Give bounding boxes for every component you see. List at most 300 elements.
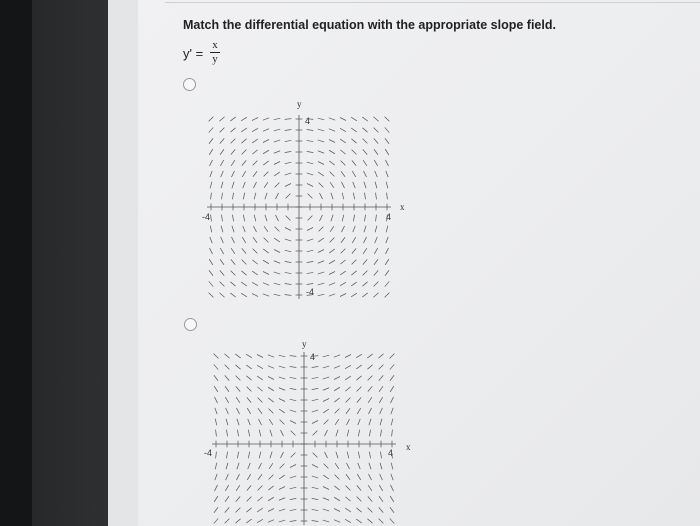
slope-segment	[242, 150, 247, 155]
slope-segment	[222, 193, 223, 200]
slope-segment	[307, 173, 313, 175]
fraction-denominator: y	[212, 53, 218, 65]
slope-segment	[334, 398, 339, 402]
slope-segment	[209, 293, 214, 298]
slope-segment	[252, 282, 258, 285]
slope-segment	[330, 172, 335, 177]
x-axis-label: x	[406, 442, 411, 452]
slope-segment	[346, 463, 349, 469]
slope-segment	[363, 139, 368, 144]
slope-segment	[312, 388, 319, 389]
slope-segment	[226, 419, 228, 426]
slope-segment	[220, 160, 223, 166]
slope-segment	[290, 367, 297, 368]
slope-segment	[275, 215, 278, 221]
slope-segment	[323, 388, 329, 391]
slope-segment	[253, 171, 257, 176]
slope-segment	[268, 376, 274, 379]
slope-segment	[353, 193, 354, 200]
slope-segment	[390, 397, 393, 403]
slope-segment	[285, 227, 291, 230]
slope-segment	[235, 365, 240, 369]
slope-segment	[318, 140, 324, 142]
slope-segment	[209, 138, 213, 143]
slope-segment	[312, 367, 319, 368]
slope-segment	[286, 216, 291, 221]
slope-segment	[323, 509, 329, 511]
slope-segment	[253, 237, 257, 242]
slope-segment	[231, 171, 234, 177]
slope-segment	[210, 237, 212, 243]
slope-segment	[363, 248, 367, 254]
slope-segment	[379, 485, 382, 491]
slope-segment	[231, 237, 234, 243]
slope-segment	[364, 226, 366, 232]
slope-segment	[214, 354, 219, 359]
slope-segment	[285, 173, 291, 175]
slope-segment	[318, 283, 325, 285]
slope-segment	[368, 508, 373, 513]
tick-label-top: 4	[310, 352, 316, 362]
slope-segment	[390, 485, 393, 491]
slope-segment	[356, 519, 362, 523]
slope-segment	[385, 149, 389, 155]
slope-segment	[307, 140, 314, 141]
slope-segment	[329, 260, 335, 264]
slope-segment	[274, 249, 280, 252]
slope-segment	[285, 272, 292, 273]
slope-segment	[351, 139, 356, 143]
slope-segment	[334, 355, 340, 357]
slope-segment	[259, 452, 261, 459]
slope-segment	[241, 271, 246, 275]
slope-segment	[248, 430, 249, 437]
slope-segment	[347, 452, 349, 459]
slope-segment	[264, 238, 269, 243]
slope-segment	[385, 117, 390, 122]
slope-segment	[346, 474, 350, 479]
slope-segment	[279, 486, 285, 489]
slope-segment	[392, 430, 393, 437]
slope-segment	[221, 226, 223, 233]
slope-segment	[368, 376, 373, 381]
slope-segment	[263, 294, 269, 296]
slope-segment	[216, 452, 217, 459]
slope-segment	[246, 376, 251, 380]
slope-segment	[264, 182, 268, 188]
slope-segment	[351, 271, 356, 275]
slope-segment	[290, 487, 297, 489]
slope-segment	[385, 127, 389, 132]
slope-segment	[290, 388, 297, 389]
slope-segment	[247, 474, 251, 480]
slope-segment	[358, 419, 361, 425]
slope-segment	[363, 171, 366, 177]
slope-segment	[257, 519, 263, 522]
slope-segment	[381, 430, 382, 437]
slope-segment	[241, 139, 246, 143]
slope-segment	[274, 118, 281, 120]
slope-segment	[241, 128, 247, 132]
slope-segment	[351, 128, 357, 132]
slope-segment	[341, 237, 345, 242]
slope-segment	[268, 520, 274, 523]
slope-segment	[307, 284, 314, 285]
slope-segment	[274, 151, 280, 154]
slope-segment	[243, 226, 246, 232]
slope-segment	[242, 171, 246, 177]
slope-segment	[307, 250, 314, 252]
slope-segment	[248, 419, 251, 425]
slope-segment	[346, 398, 351, 403]
slope-segment	[385, 138, 389, 143]
slope-segment	[246, 354, 252, 358]
slope-segment	[236, 496, 240, 501]
slope-segment	[329, 271, 335, 274]
slope-segment	[364, 215, 365, 222]
slope-segment	[274, 283, 281, 285]
slope-segment	[242, 260, 247, 265]
slope-segment	[318, 161, 324, 164]
slope-segment	[216, 430, 217, 437]
slope-segment	[264, 226, 268, 232]
slope-segment	[285, 239, 291, 241]
slope-segment	[312, 420, 318, 423]
option-1-radio[interactable]	[183, 78, 196, 91]
slope-segment	[386, 226, 388, 233]
slope-segment	[230, 282, 235, 286]
slope-segment	[290, 420, 296, 423]
slope-segment	[373, 117, 378, 121]
slope-field-graph-2	[196, 334, 416, 526]
slope-segment	[254, 193, 256, 200]
slope-segment	[345, 519, 351, 522]
slope-segment	[220, 128, 225, 133]
slope-segment	[231, 259, 235, 264]
slope-segment	[379, 507, 383, 512]
slope-segment	[232, 215, 233, 222]
slope-segment	[231, 149, 235, 154]
slope-segment	[258, 463, 261, 469]
slope-segment	[235, 519, 240, 523]
slope-segment	[274, 261, 280, 264]
slope-segment	[214, 364, 218, 369]
slope-segment	[221, 171, 224, 177]
slope-segment	[318, 151, 324, 154]
slope-segment	[323, 366, 330, 368]
slope-segment	[209, 248, 212, 254]
slope-segment	[280, 464, 285, 469]
slope-segment	[269, 463, 273, 469]
slope-segment	[386, 237, 388, 243]
slope-segment	[335, 475, 340, 480]
slope-segment	[374, 160, 377, 166]
slope-segment	[334, 520, 340, 523]
slope-segment	[351, 282, 357, 286]
slope-segment	[220, 282, 225, 287]
slope-segment	[258, 474, 262, 479]
tick-label-right: 4	[388, 448, 394, 458]
slope-segment	[248, 463, 251, 469]
slope-segment	[263, 271, 269, 274]
slope-segment	[307, 261, 314, 262]
slope-segment	[263, 129, 269, 132]
slope-segment	[290, 464, 296, 467]
slope-segment	[374, 128, 379, 133]
slope-field-graph-1	[196, 94, 416, 312]
slope-segment	[356, 376, 361, 380]
slope-segment	[329, 139, 335, 142]
slope-segment	[221, 237, 224, 243]
slope-segment	[236, 474, 239, 480]
slope-segment	[385, 270, 389, 275]
slope-segment	[352, 248, 356, 253]
slope-segment	[263, 249, 268, 253]
slope-segment	[390, 354, 395, 359]
slope-segment	[334, 366, 340, 369]
slope-segment	[307, 183, 313, 186]
option-2-radio[interactable]	[184, 318, 197, 331]
slope-segment	[211, 215, 212, 222]
slope-segment	[379, 397, 382, 403]
slope-segment	[341, 249, 346, 254]
slope-segment	[236, 386, 240, 391]
tick-label-top: 4	[305, 116, 311, 126]
slope-segment	[252, 293, 258, 296]
slope-segment	[374, 282, 379, 287]
slope-segment	[357, 497, 362, 502]
slope-segment	[391, 474, 393, 480]
slope-segment	[231, 139, 236, 144]
slope-segment	[324, 452, 327, 458]
slope-segment	[335, 409, 340, 414]
slope-segment	[246, 365, 252, 369]
slope-segment	[368, 496, 372, 501]
slope-segment	[236, 485, 240, 491]
slope-segment	[257, 376, 263, 380]
screen-edge	[32, 0, 108, 526]
slope-segment	[385, 293, 390, 298]
slope-segment	[318, 238, 324, 242]
slope-segment	[379, 365, 384, 370]
slope-segment	[363, 160, 367, 166]
slope-segment	[274, 272, 280, 274]
slope-segment	[312, 509, 319, 510]
slope-segment	[362, 117, 367, 121]
slope-segment	[379, 375, 383, 380]
slope-segment	[380, 419, 382, 426]
fraction-numerator: x	[212, 39, 218, 51]
slope-segment	[227, 430, 228, 437]
slope-segment	[264, 172, 269, 177]
slope-segment	[364, 193, 365, 200]
slope-segment	[335, 463, 339, 469]
slope-segment	[307, 272, 314, 273]
slope-segment	[263, 260, 269, 264]
slope-segment	[375, 182, 377, 189]
slope-segment	[290, 521, 297, 522]
slope-segment	[379, 496, 383, 502]
slope-segment	[246, 519, 252, 523]
slope-segment	[279, 409, 285, 413]
slope-segment	[209, 127, 213, 132]
slope-segment	[390, 507, 394, 512]
slope-segment	[342, 193, 344, 200]
slope-segment	[247, 387, 252, 392]
slope-segment	[363, 149, 367, 154]
slope-segment	[357, 485, 361, 490]
slope-segment	[307, 239, 313, 241]
tick-label-left: -4	[204, 448, 213, 458]
slope-segment	[237, 419, 239, 425]
slope-segment	[319, 183, 324, 188]
slope-segment	[291, 453, 296, 458]
slope-segment	[290, 377, 297, 378]
slope-segment	[329, 283, 335, 286]
slope-segment	[279, 509, 285, 511]
slope-segment	[225, 496, 229, 502]
slope-segment	[241, 282, 247, 286]
slope-segment	[379, 519, 384, 524]
slope-segment	[358, 463, 361, 469]
slope-segment	[258, 398, 263, 403]
slope-segment	[357, 387, 362, 392]
slope-segment	[319, 215, 322, 221]
slope-segment	[268, 387, 274, 391]
equation-fraction	[210, 40, 220, 65]
slope-segment	[386, 182, 388, 189]
slope-segment	[253, 249, 258, 254]
slope-segment	[356, 508, 361, 512]
slope-segment	[258, 486, 263, 491]
slope-segment	[369, 419, 371, 425]
slope-segment	[353, 182, 356, 188]
tick-label-left: -4	[202, 212, 211, 222]
slope-segment	[279, 498, 285, 501]
slope-segment	[374, 259, 378, 265]
slope-segment	[211, 193, 212, 200]
slope-segment	[307, 162, 314, 164]
slope-segment	[362, 293, 367, 297]
slope-segment	[290, 476, 296, 478]
slope-segment	[247, 497, 252, 502]
slope-segment	[285, 151, 292, 152]
slope-segment	[373, 293, 378, 297]
slope-segment	[274, 172, 280, 176]
slope-segment	[209, 281, 213, 286]
slope-segment	[265, 193, 267, 199]
slope-segment	[257, 508, 263, 512]
slope-segment	[279, 366, 286, 368]
slope-segment	[375, 226, 377, 233]
slope-segment	[274, 161, 280, 164]
slope-segment	[241, 117, 247, 121]
slope-segment	[253, 182, 256, 188]
slope-segment	[308, 216, 313, 221]
slope-segment	[368, 474, 371, 480]
slope-segment	[210, 171, 212, 177]
slope-segment	[319, 227, 324, 232]
slope-segment	[374, 248, 377, 254]
slope-segment	[235, 354, 240, 358]
slope-segment	[290, 509, 297, 510]
slope-segment	[224, 354, 229, 358]
slope-segment	[253, 226, 256, 232]
slope-segment	[214, 518, 218, 523]
slope-segment	[214, 386, 218, 392]
slope-segment	[257, 354, 263, 357]
slope-segment	[391, 419, 393, 426]
slope-segment	[243, 182, 246, 188]
slope-segment	[363, 237, 366, 243]
slope-segment	[390, 518, 394, 523]
slope-segment	[334, 508, 340, 511]
y-axis-label: y	[302, 339, 307, 349]
slope-segment	[279, 388, 285, 391]
slope-segment	[279, 377, 285, 379]
slope-segment	[225, 507, 229, 512]
slope-segment	[232, 226, 234, 232]
slope-segment	[268, 398, 273, 402]
slope-segment	[258, 408, 262, 413]
slope-segment	[386, 171, 388, 177]
slope-segment	[352, 260, 357, 265]
slope-segment	[356, 365, 362, 369]
slope-segment	[381, 452, 382, 459]
slope-segment	[318, 249, 324, 252]
slope-segment	[376, 193, 377, 200]
slope-segment	[336, 430, 338, 436]
slope-segment	[369, 463, 371, 469]
slope-segment	[374, 138, 378, 143]
slope-segment	[225, 397, 228, 403]
slope-segment	[215, 463, 217, 470]
slope-segment	[275, 227, 280, 232]
slope-segment	[285, 140, 292, 141]
slope-segment	[380, 408, 383, 414]
slope-segment	[380, 463, 382, 470]
slope-segment	[230, 117, 235, 121]
slope-segment	[358, 430, 359, 437]
slope-segment	[353, 226, 356, 232]
slope-segment	[279, 355, 286, 357]
tick-label-bottom: -4	[306, 287, 315, 297]
slope-segment	[268, 486, 273, 490]
slope-segment	[391, 408, 393, 414]
slope-segment	[280, 452, 283, 458]
slope-segment	[336, 452, 338, 458]
slope-segment	[257, 387, 262, 391]
slope-segment	[367, 519, 372, 523]
slope-segment	[323, 475, 329, 479]
slope-segment	[340, 293, 346, 296]
slope-segment	[323, 486, 329, 489]
y-axis-label: y	[297, 99, 302, 109]
slope-segment	[263, 283, 269, 286]
slope-segment	[252, 117, 258, 120]
slope-segment	[221, 182, 223, 189]
slope-segment	[379, 386, 383, 392]
slope-segment	[210, 182, 212, 189]
slope-segment	[340, 150, 345, 154]
slope-segment	[236, 508, 241, 513]
slope-segment	[374, 270, 378, 275]
slope-segment	[285, 183, 291, 186]
slope-segment	[390, 364, 394, 369]
slope-segment	[268, 497, 274, 501]
slope-segment	[246, 508, 251, 512]
slope-segment	[279, 398, 285, 401]
